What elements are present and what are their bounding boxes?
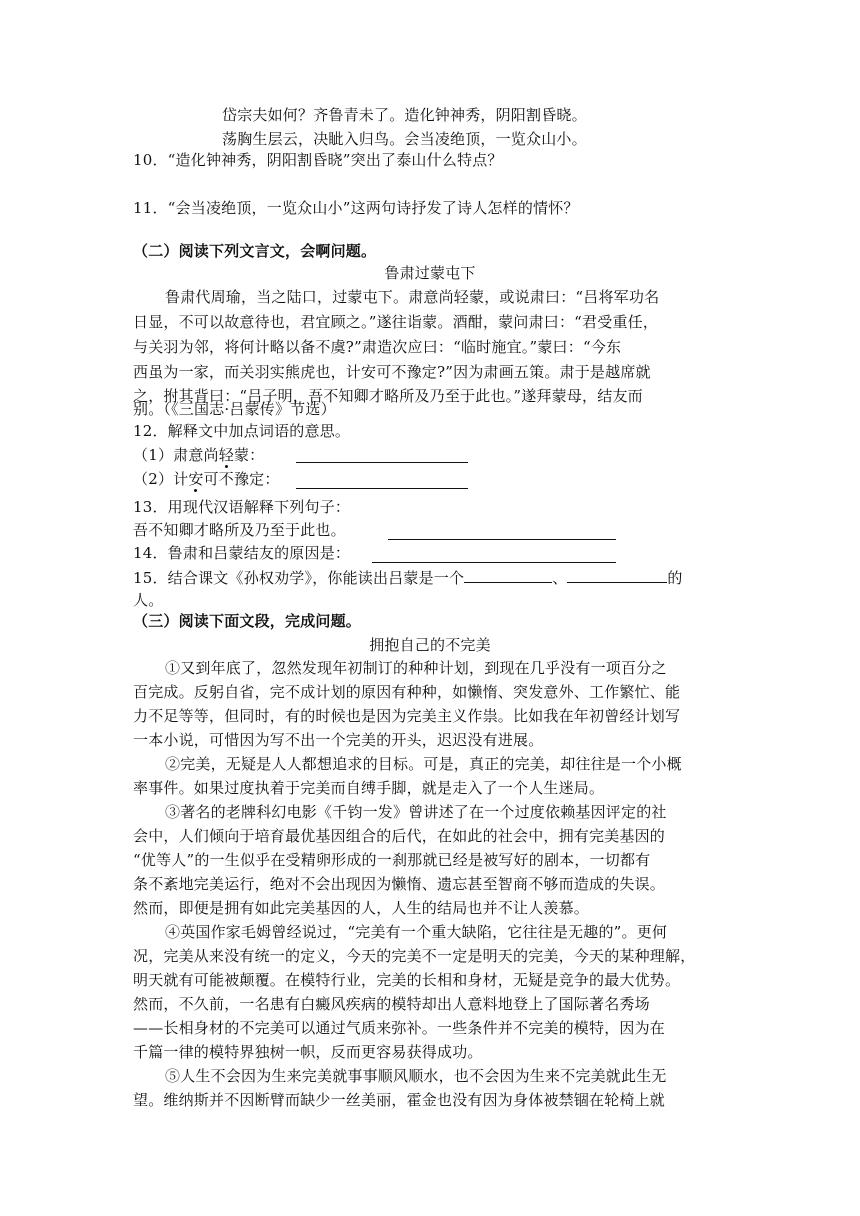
essay-line: 千篇一律的模特界独树一帜，反而更容易获得成功。 — [133, 1043, 483, 1061]
poem-line-2: 荡胸生层云，决眦入归鸟。会当凌绝顶，一览众山小。 — [222, 130, 587, 148]
classical-text-line: 日显，不可以故意待也，君宜顾之。”遂往诣蒙。酒酣，蒙问肃曰：“君受重任， — [133, 313, 659, 331]
question-12-2 — [133, 468, 280, 490]
essay-line: 百完成。反躬自省，完不成计划的原因有种种，如懒惰、突发意外、工作繁忙、能 — [133, 683, 681, 701]
answer-blank-13[interactable] — [388, 523, 616, 540]
answer-blank-15-a[interactable] — [464, 566, 552, 583]
essay-line: ⑤人生不会因为生来完美就事事顺风顺水，也不会因为生来不完美就此生无 — [165, 1067, 667, 1085]
essay-line: 一本小说，可惜因为写不出一个完美的开头，迟迟没有进展。 — [133, 731, 544, 749]
section-2-title: 鲁肃过蒙屯下 — [384, 264, 476, 282]
question-12: 12．解释文中加点词语的意思。 — [133, 422, 351, 440]
essay-line: ②完美，无疑是人人都想追求的目标。可是，真正的完美，却往往是一个小概 — [165, 755, 682, 773]
essay-line: 力不足等等，但同时，有的时候也是因为完美主义作祟。比如我在年初曾经计划写 — [133, 707, 681, 725]
question-12-1 — [133, 444, 264, 466]
essay-line: 况，完美从来没有统一的定义，今天的完美不一定是明天的完美，今天的某种理解， — [133, 947, 696, 965]
answer-blank-14[interactable] — [372, 546, 616, 563]
question-12-1-text: （1）肃意尚 — [133, 446, 219, 464]
question-15-tail: 人。 — [133, 591, 164, 609]
section-3-title: 拥抱自己的不完美 — [369, 636, 491, 654]
dotted-word: 轻 — [218, 446, 234, 464]
essay-line: 望。维纳斯并不因断臂而缺少一丝美丽，霍金也没有因为身体被禁锢在轮椅上就 — [133, 1091, 666, 1109]
classical-text-line: 与关羽为邻，将何计略以备不虞?”肃造次应曰：“临时施宜。”蒙曰：“今东 — [133, 338, 622, 356]
question-14: 14．鲁肃和吕蒙结友的原因是： — [133, 544, 351, 562]
answer-blank-12-1[interactable] — [296, 446, 468, 463]
essay-line: “优等人”的一生似乎在受精卵形成的一刹那就已经是被写好的剧本，一切都有 — [133, 851, 651, 869]
essay-line: ③著名的老牌科幻电影《千钧一发》曾讲述了在一个过度依赖基因评定的社 — [165, 803, 667, 821]
dotted-word: 安 — [188, 470, 204, 488]
question-15-text: 15．结合课文《孙权劝学》，你能读出吕蒙是一个 — [133, 569, 465, 587]
classical-text-line: 别。（《三国志·吕蒙传》节选） — [133, 400, 336, 418]
essay-line: 然而，不久前，一名患有白癜风疾病的模特却出人意料地登上了国际著名秀场 — [133, 995, 650, 1013]
essay-line: 明天就有可能被颠覆。在模特行业，完美的长相和身材，无疑是竞争的最大优势。 — [133, 971, 681, 989]
classical-text-line: 西虽为一家，而关羽实熊虎也，计安可不豫定?”因为肃画五策。肃于是越席就 — [133, 363, 651, 381]
question-15 — [133, 566, 683, 589]
question-10: 10．“造化钟神秀，阴阳割昏晓”突出了泰山什么特点？ — [133, 151, 503, 169]
question-15-separator: 、 — [552, 569, 568, 587]
classical-text-line: 鲁肃代周瑜，当之陆口，过蒙屯下。肃意尚轻蒙，或说肃曰：“吕将军功名 — [165, 288, 660, 306]
question-12-1-text-end: 蒙： — [233, 446, 265, 464]
essay-line: ①又到年底了，忽然发现年初制订的种种计划，到现在几乎没有一项百分之 — [165, 659, 667, 677]
question-15-end: 的 — [667, 569, 683, 587]
essay-line: 条不紊地完美运行，绝对不会出现因为懒惰、遗忘甚至智商不够而造成的失误。 — [133, 875, 666, 893]
essay-line: 然而，即便是拥有如此完美基因的人，人生的结局也并不让人羡慕。 — [133, 899, 590, 917]
answer-blank-12-2[interactable] — [296, 472, 468, 489]
question-12-2-text: （2）计 — [133, 470, 189, 488]
essay-line: 率事件。如果过度执着于完美而自缚手脚，就是走入了一个人生迷局。 — [133, 779, 605, 797]
question-13: 13．用现代汉语解释下列句子： — [133, 498, 351, 516]
question-12-2-text-end: 可不豫定： — [203, 470, 280, 488]
section-3-heading: （三）阅读下面文段，完成问题。 — [133, 612, 362, 630]
essay-line: ——长相身材的不完美可以通过气质来弥补。一些条件并不完美的模特，因为在 — [133, 1019, 666, 1037]
classical-text-line: 之，拊其背曰：“吕子明，吾不知卿才略所及乃至于此也。”遂拜蒙母，结友而 — [133, 387, 643, 405]
question-13-sentence: 吾不知卿才略所及乃至于此也。 — [133, 521, 346, 539]
essay-line: 会中，人们倾向于培育最优基因组合的后代，在如此的社会中，拥有完美基因的 — [133, 827, 666, 845]
question-11: 11．“会当凌绝顶，一览众山小”这两句诗抒发了诗人怎样的情怀？ — [133, 199, 579, 217]
answer-blank-15-b[interactable] — [567, 566, 667, 583]
poem-line-1: 岱宗夫如何？齐鲁青未了。造化钟神秀，阴阳割昏晓。 — [222, 106, 587, 124]
section-2-heading: （二）阅读下列文言文，会啊问题。 — [133, 242, 377, 260]
essay-line: ④英国作家毛姆曾经说过，“完美有一个重大缺陷，它往往是无趣的”。更何 — [165, 923, 668, 941]
